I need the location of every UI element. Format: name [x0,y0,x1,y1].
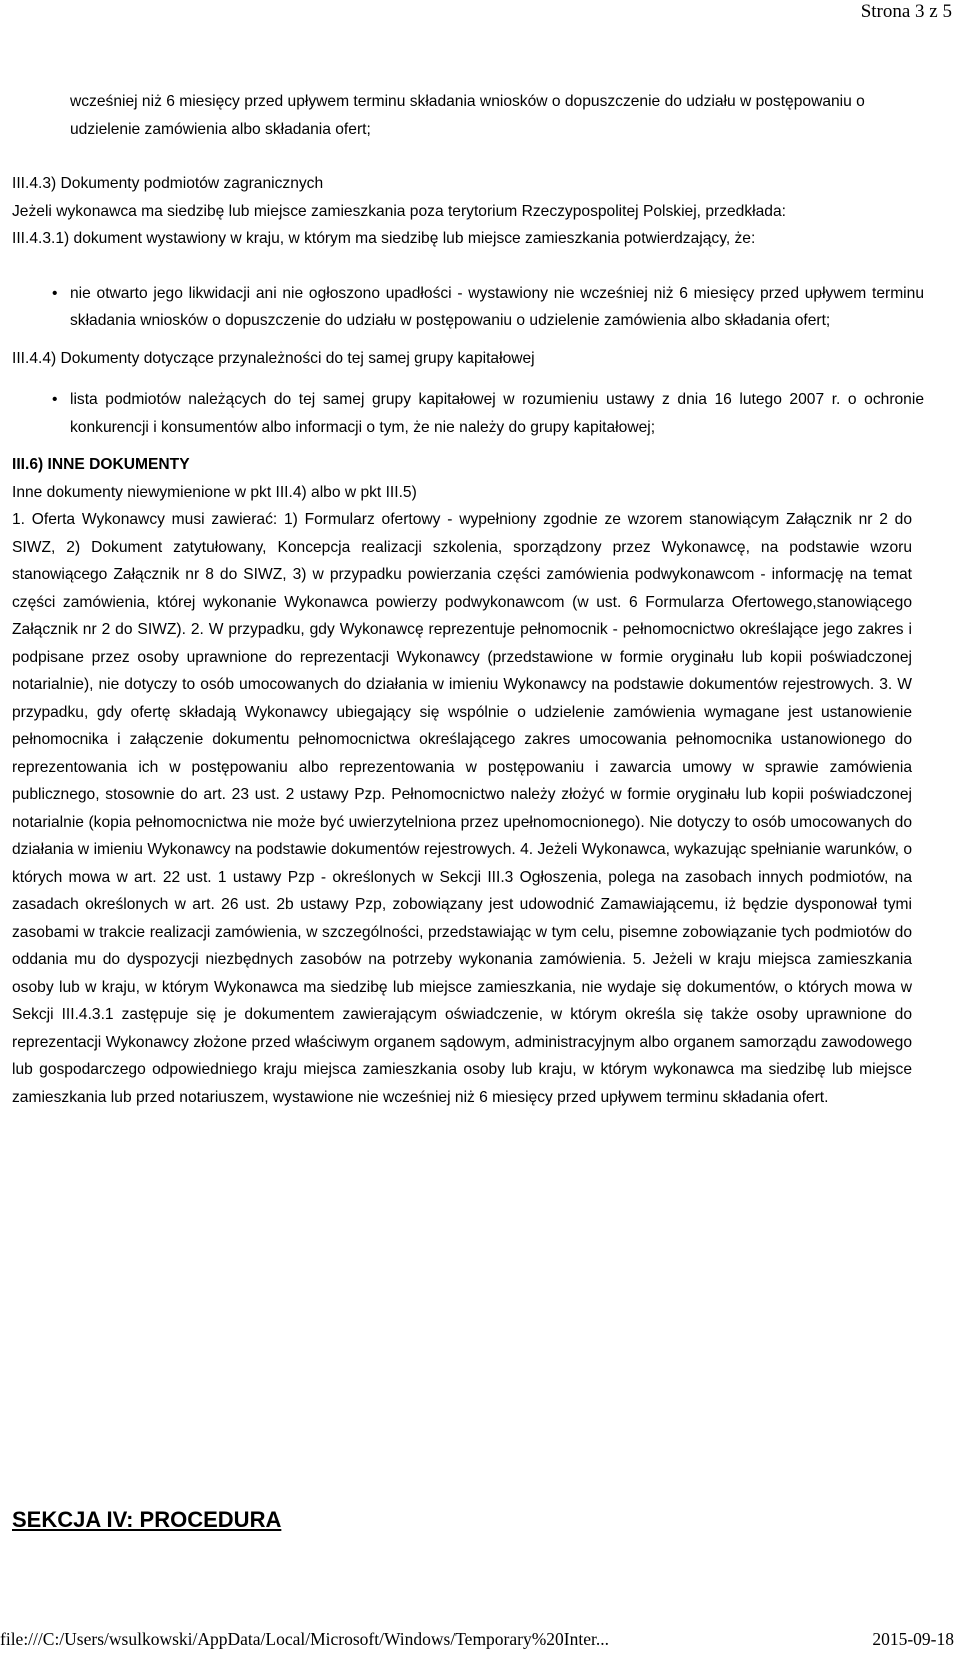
section-heading-343: III.4.3) Dokumenty podmiotów zagranicznych [12,175,324,192]
section-subtitle-36: Inne dokumenty niewymienione w pkt III.4) albo w pkt III.5) [12,483,417,501]
document-body [12,88,924,1111]
list-item [12,280,924,335]
section-body-36: 1. Oferta Wykonawcy musi zawierać: 1) Formularz ofertowy - wypełniony zgodnie ze wzorem stanowiącym Załącznik nr 2 do SIWZ, 2) Dokument zatytułowany, Koncepcja realizacji szkolenia, sporządzony przez Wykonawcę, na podstawie wzoru stanowiącego Załącznik nr 8 do SIWZ, 3) w przypadku powierzania części zamówienia podwykonawcom - informację na temat części zamówienia, której wykonanie Wykonawca powierzy podwykonawcom (w ust. 6 Formularza Ofertowego,stanowiącego Załącznik nr 2 do SIWZ). 2. W przypadku, gdy Wykonawcę reprezentuje pełnomocnik - pełnomocnictwo określające jego zakres i podpisane przez osoby uprawnione do reprezentacji Wykonawcy (przedstawione w formie oryginału lub kopii poświadczonej notarialnie), nie dotyczy to osób umocowanych do działania w imieniu Wykonawcy na podstawie dokumentów rejestrowych. 3. W przypadku, gdy ofertę składają Wykonawcy ubiegający się wspólnie o udzielenie zamówienia wymagane jest ustanowienie pełnomocnika i załączenie dokumentu pełnomocnictwa określającego zakres umocowania pełnomocnika ustanowionego do reprezentowania ich w postępowaniu albo reprezentowania w postępowaniu i zawarcia umowy w sprawie zamówienia publicznego, stosownie do art. 23 ust. 2 ustawy Pzp. Pełnomocnictwo należy złożyć w formie oryginału lub kopii poświadczonej notarialnie (kopia pełnomocnictwa nie może być uwierzytelniona przez upełnomocnionego). Nie dotyczy to osób umocowanych do działania w imieniu Wykonawcy na podstawie dokumentów rejestrowych. 4. Jeżeli Wykonawca, wykazując spełnianie warunków, o których mowa w art. 22 ust. 1 ustawy Pzp - określonych w Sekcji III.3 Ogłoszenia, polega na zasobach innych podmiotów, na zasadach określonych w art. 26 ust. 2b ustawy Pzp, zobowiązany jest udowodnić Zamawiającemu, iż będzie dysponował tymi zasobami w trakcie realizacji zamówienia, w szczególności, przedstawiając w tym celu, pisemne zobowiązanie tych podmiotów do oddania mu do dyspozycji niezbędnych zasobów na potrzeby wykonania zamówienia. 5. Jeżeli w kraju miejsca zamieszkania osoby lub w kraju, w którym Wykonawca ma siedzibę lub miejsce zamieszkania, nie wydaje się dokumentów, o których mowa w Sekcji III.4.3.1 zastępuje się je dokumentem zawierającym oświadczenie, w którym określa się także osoby uprawnione do reprezentacji Wykonawcy złożone przed właściwym organem sądowym, administracyjnym albo organem samorządu zawodowego lub gospodarczego odpowiedniego kraju miejsca zamieszkania osoby lub kraju, w którym wykonawca ma siedzibę lub miejsce zamieszkania lub przed notariuszem, wystawione nie wcześniej niż 6 miesięcy przed upływem terminu składania ofert. [12,511,912,1106]
section-heading-iv: SEKCJA IV: PROCEDURA [12,1507,282,1532]
bullet-text: nie otwarto jego likwidacji ani nie ogłoszono upadłości - wystawiony nie wcześniej niż 6 miesięcy przed upływem terminu składania wniosków o dopuszczenie do udziału w postępowaniu o udzielenie zamówienia albo składania ofert; [70,284,924,329]
section-text-3431: III.4.3.1) dokument wystawiony w kraju, w którym ma siedzibę lub miejsce zamieszkania potwierdzający, że: [12,230,756,247]
footer-file-path: file:///C:/Users/wsulkowski/AppData/Local/Microsoft/Windows/Temporary%20Inter... [0,1629,610,1649]
page-footer [0,1627,960,1651]
bullet-list-344 [12,386,924,441]
section-heading-344: III.4.4) Dokumenty dotyczące przynależności do tej samej grupy kapitałowej [12,349,535,367]
bullet-icon: • [52,284,58,302]
bullet-list-3431 [12,280,924,335]
footer-date: 2015-09-18 [872,1629,954,1649]
page-number: Strona 3 z 5 [860,1,952,22]
list-item [12,386,924,441]
bullet-icon: • [52,391,58,408]
bullet-text: lista podmiotów należących do tej samej grupy kapitałowej w rozumieniu ustawy z dnia 16 lutego 2007 r. o ochronie konkurencji i konsumentów albo informacji o tym, że nie należy do grupy kapitałowej; [70,391,924,436]
section-heading-36: III.6) INNE DOKUMENTY [12,456,190,473]
section-intro-343: Jeżeli wykonawca ma siedzibę lub miejsce zamieszkania poza terytorium Rzeczypospolitej Polskiej, przedkłada: [12,202,786,220]
continuation-paragraph: wcześniej niż 6 miesięcy przed upływem terminu składania wniosków o dopuszczenie do udziału w postępowaniu o udzielenie zamówienia albo składania ofert; [70,93,865,138]
